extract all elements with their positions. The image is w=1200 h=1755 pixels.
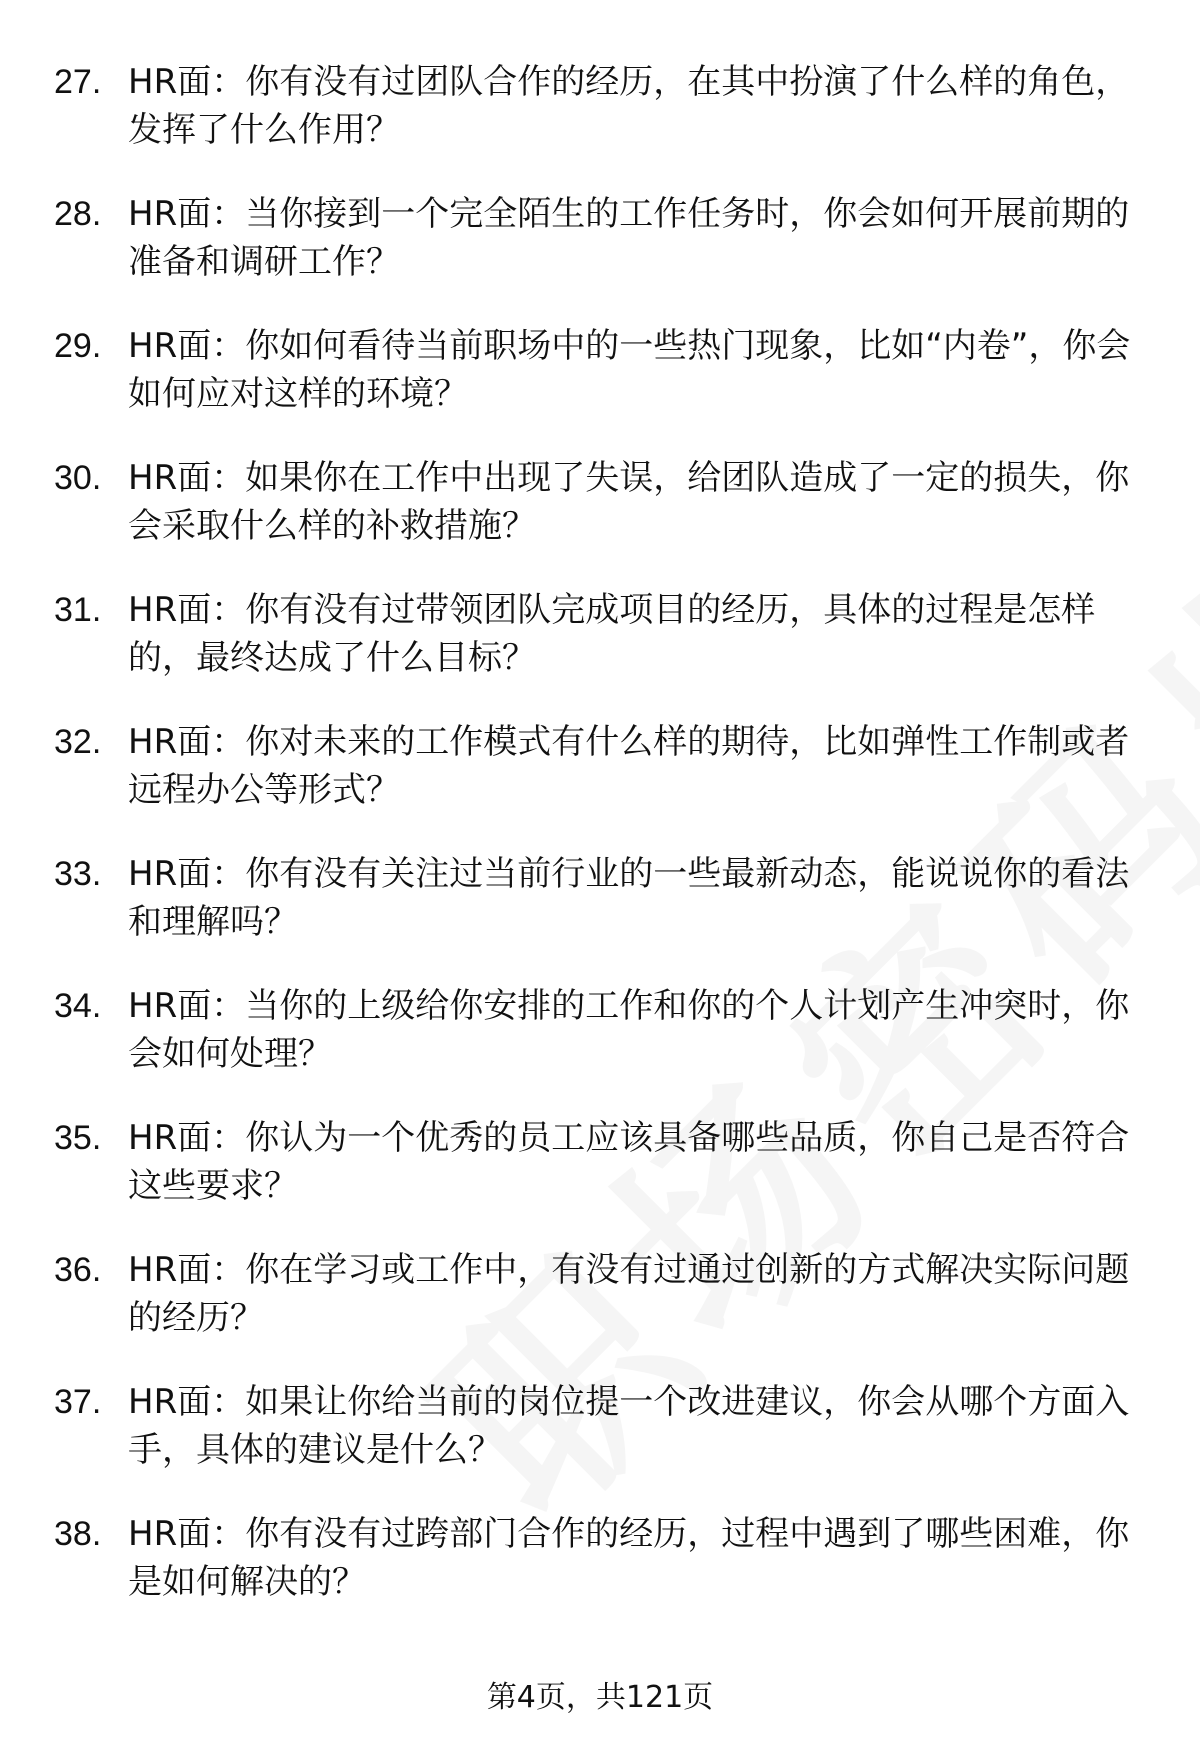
question-number: 35. xyxy=(54,1119,102,1157)
question-number: 29. xyxy=(54,327,102,365)
question-number: 38. xyxy=(54,1515,102,1553)
question-text: HR面：如果你在工作中出现了失误，给团队造成了一定的损失，你会采取什么样的补救措施？ xyxy=(128,458,1130,546)
list-item xyxy=(0,1114,1200,1246)
page-footer: 第4页，共121页 xyxy=(486,1680,714,1715)
question-text: HR面：你有没有关注过当前行业的一些最新动态，能说说你的看法和理解吗？ xyxy=(128,854,1130,942)
list-item xyxy=(0,1246,1200,1378)
question-number: 30. xyxy=(54,459,102,497)
question-number: 34. xyxy=(54,987,102,1025)
list-item xyxy=(0,322,1200,454)
question-list xyxy=(0,58,1200,1642)
list-item xyxy=(0,58,1200,190)
question-text: HR面：你有没有过跨部门合作的经历，过程中遇到了哪些困难，你是如何解决的？ xyxy=(128,1514,1130,1602)
question-text: HR面：你在学习或工作中，有没有过通过创新的方式解决实际问题的经历？ xyxy=(128,1250,1130,1338)
question-text: HR面：你对未来的工作模式有什么样的期待，比如弹性工作制或者远程办公等形式？ xyxy=(128,722,1130,810)
question-number: 36. xyxy=(54,1251,102,1289)
question-number: 27. xyxy=(54,63,102,101)
question-text: HR面：当你的上级给你安排的工作和你的个人计划产生冲突时，你会如何处理？ xyxy=(128,986,1130,1074)
question-number: 33. xyxy=(54,855,102,893)
question-text: HR面：你认为一个优秀的员工应该具备哪些品质，你自己是否符合这些要求？ xyxy=(128,1118,1130,1206)
question-text: HR面：你如何看待当前职场中的一些热门现象，比如“内卷”，你会如何应对这样的环境？ xyxy=(128,326,1131,414)
question-number: 31. xyxy=(54,591,102,629)
list-item xyxy=(0,1510,1200,1642)
question-number: 37. xyxy=(54,1383,102,1421)
question-text: HR面：你有没有过团队合作的经历，在其中扮演了什么样的角色，发挥了什么作用？ xyxy=(128,62,1130,150)
list-item xyxy=(0,586,1200,718)
question-text: HR面：你有没有过带领团队完成项目的经历，具体的过程是怎样的，最终达成了什么目标？ xyxy=(128,590,1096,678)
question-text: HR面：当你接到一个完全陌生的工作任务时，你会如何开展前期的准备和调研工作？ xyxy=(128,194,1130,282)
list-item xyxy=(0,850,1200,982)
list-item xyxy=(0,190,1200,322)
list-item xyxy=(0,1378,1200,1510)
question-text: HR面：如果让你给当前的岗位提一个改进建议，你会从哪个方面入手，具体的建议是什么？ xyxy=(128,1382,1130,1470)
list-item xyxy=(0,718,1200,850)
list-item xyxy=(0,454,1200,586)
list-item xyxy=(0,982,1200,1114)
question-number: 28. xyxy=(54,195,102,233)
question-number: 32. xyxy=(54,723,102,761)
